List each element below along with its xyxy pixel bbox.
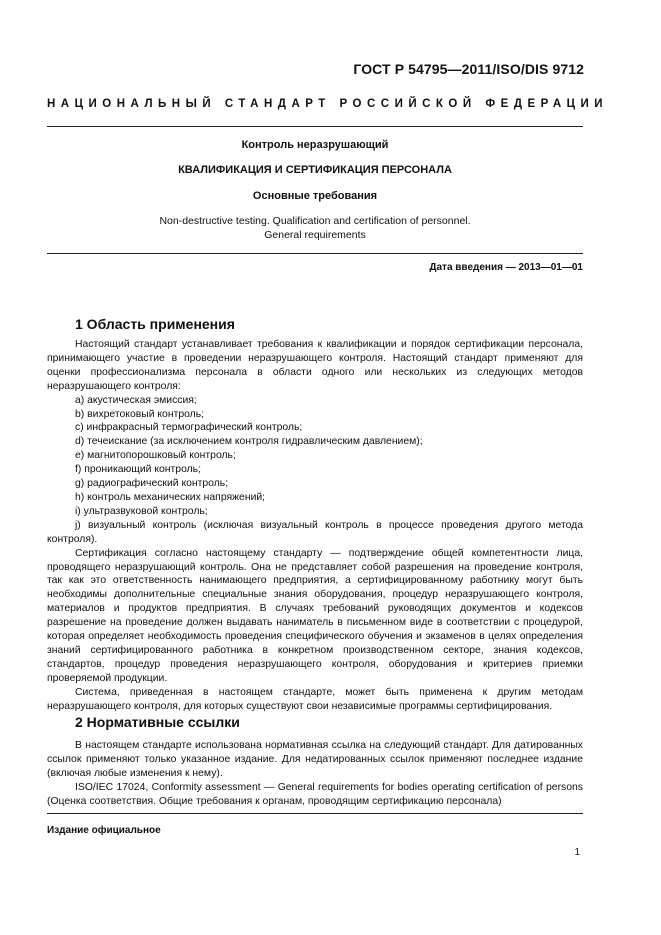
footer-divider: [47, 813, 583, 814]
section-1-paragraph-3: Система, приведенная в настоящем стандарте, может быть применена к другим методам неразрушающего контроля, для которых существуют свои независимые программы сертифицирования.: [47, 686, 583, 712]
method-item: h) контроль механических напряжений;: [75, 491, 266, 503]
method-item: a) акустическая эмиссия;: [75, 394, 197, 406]
method-item: b) вихретоковый контроль;: [75, 408, 205, 420]
section-1-heading: 1 Область применения: [75, 316, 235, 332]
subject-line: Контроль неразрушающий: [241, 139, 389, 151]
section-1-body: [47, 338, 583, 713]
section-2-heading: 2 Нормативные ссылки: [75, 714, 240, 730]
official-edition-label: Издание официальное: [47, 825, 161, 836]
document-title: КВАЛИФИКАЦИЯ И СЕРТИФИКАЦИЯ ПЕРСОНАЛА: [178, 164, 452, 176]
method-item: j) визуальный контроль (исключая визуальный контроль в процессе проведения другого метода контроля).: [47, 519, 583, 545]
section-2-paragraph-2: ISO/IEC 17024, Conformity assessment — General requirements for bodies operating certification of persons (Оценка соответствия. Общие требования к органам, проводящим сертификацию персонала): [47, 781, 583, 807]
section-2-body: [47, 739, 583, 809]
method-item: g) радиографический контроль;: [75, 478, 229, 490]
section-2-paragraph-1: В настоящем стандарте использована нормативная ссылка на следующий стандарт. Для датированных ссылок применяют только указанное издание. Для недатированных ссылок применяют последнее издание (включая любые изменения к нему).: [47, 740, 583, 779]
national-standard-banner: НАЦИОНАЛЬНЫЙ СТАНДАРТ РОССИЙСКОЙ ФЕДЕРАЦИИ: [47, 98, 609, 110]
standard-number: ГОСТ Р 54795—2011/ISO/DIS 9712: [353, 61, 584, 77]
top-divider: [47, 126, 583, 127]
method-item: d) течеискание (за исключением контроля гидравлическим давлением);: [75, 436, 423, 448]
introduction-date: Дата введения — 2013—01—01: [429, 262, 583, 273]
english-title-line2: General requirements: [264, 229, 366, 241]
method-item: c) инфракрасный термографический контроль;: [75, 422, 303, 434]
method-item: f) проникающий контроль;: [75, 464, 201, 476]
title-divider: [47, 253, 583, 254]
document-subtitle: Основные требования: [252, 190, 378, 202]
method-item: e) магнитопорошковый контроль;: [75, 450, 236, 462]
method-item: i) ультразвуковой контроль;: [75, 505, 208, 517]
section-1-paragraph-1: Настоящий стандарт устанавливает требования к квалификации и порядок сертификации персонала, принимающего участие в проведении неразрушающего контроля. Настоящий стандарт применяют для оценки профессионализма персонала в области одного или нескольких из следующих методов неразрушающего контроля:: [47, 339, 583, 392]
page-number: 1: [574, 847, 580, 858]
english-title-line1: Non-destructive testing. Qualification and certification of personnel.: [159, 215, 471, 227]
section-1-paragraph-2: Сертификация согласно настоящему стандарту — подтверждение общей компетентности лица, проводящего неразрушающий контроль. Она не представляет собой разрешения на проведение контроля, так как это ответственность нанимающего предприятия, а сертифицированному работнику могут быть необходимы дополнительные специальные знания оборудования, процедур неразрушающего контроля, материалов и продуктов предприятия. В случаях требований руководящих документов и кодексов разрешение на проведение должен выдавать наниматель в письменном виде в соответствии с процедурой, которая определяет необходимость проведения специфического обучения и экзаменов в целях определения знаний сертифицированного работника в конкретном производственном секторе, знания кодексов, стандартов, процедур проведения неразрушающего контроля, оборудования и критериев приемки проверяемой продукции.: [47, 547, 583, 684]
